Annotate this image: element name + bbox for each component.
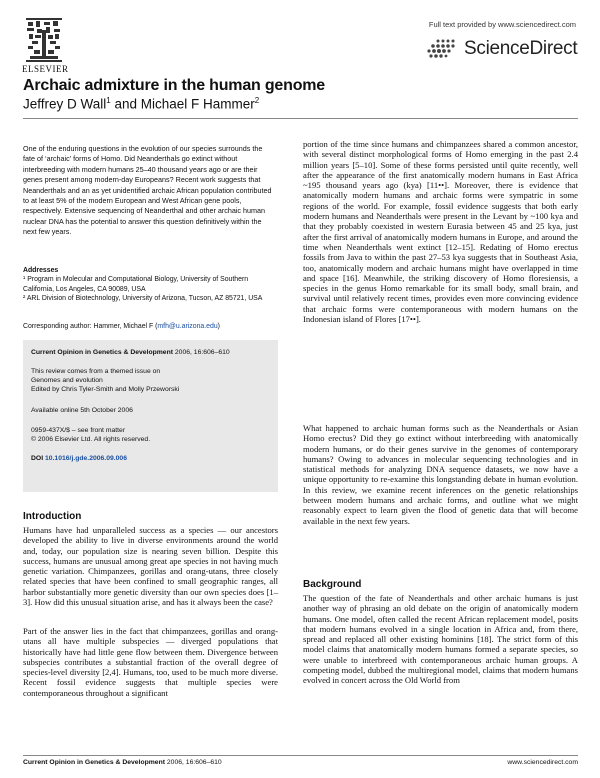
sciencedirect-brand-name: ScienceDirect: [464, 38, 578, 59]
full-text-notice[interactable]: Full text provided by www.sciencedirect.com: [428, 20, 576, 29]
author-1: Jeffrey D Wall: [23, 96, 107, 112]
body-paragraph-1: portion of the time since humans and chimpanzees shared a common ancestor, with several distinct morphological forms of Homo emerging in the past 2.4 million years [5–10]. Some of these forms persisted until quite recently, well after the appearance of the first anatomically modern humans in East Africa ~195 thousand years ago (kya) [11••]. Moreover, there is evidence that anatomically modern humans and archaic forms were sympatric in some regions of the world. For example, fossil evidence suggests that both early modern humans and Neanderthals were present in the Levant by ~100 kya and that they probably coexisted in western Eurasia between 45 and 25 kya, just after the first arrival of anatomically modern humans in Europe, and around the time when Neanderthals went extinct [12–15]. Redating of Homo erectus fossils from Java to within the past 27–53 kya suggests that in Southeast Asia, too, anatomically modern and archaic humans might have overlapped in time and space [16]. Meanwhile, the striking discovery of Homo floresiensis, a species in the genus Homo remarkable for its small body, small brain, and survival until relatively recent times, provides even more convincing evidence that archaic forms were contemporaneous with modern humans on the Indonesian island of Flores [17••].: [303, 139, 578, 325]
sciencedirect-dots-icon: [426, 38, 460, 60]
corresponding-author: [23, 323, 278, 330]
article-title: Archaic admixture in the human genome: [23, 77, 325, 94]
author-2-affiliation-marker: 2: [254, 96, 260, 105]
corresponding-label: Corresponding author: Hammer, Michael F (: [23, 323, 158, 330]
author-2: Michael F Hammer: [140, 96, 255, 112]
themed-issue-line-2: Genomes and evolution: [31, 377, 103, 384]
background-paragraph-1: The question of the fate of Neanderthals and other archaic humans is just another way of phrasing an old debate on the origin of anatomically modern humans. One model, often called the recent African replacement model, posits that modern humans evolved in a single location in Africa and, from there, spread and replaced all other existing hominins [18]. The strict form of this model claims that anatomically modern humans formed a separate species, so were unable to interbreed with contemporaneous archaic human groups. A competing model, dubbed the multiregional model, claims that modern humans evolved in concert across the Old World from: [303, 593, 578, 686]
address-2: ² ARL Division of Biotechnology, University of Arizona, Tucson, AZ 85721, USA: [23, 295, 263, 303]
abstract: One of the enduring questions in the evolution of our species surrounds the fate of ‘archaic’ forms of Homo. Did Neanderthals go extinct without interbreeding with modern humans 25–40 thousand years ago or are their genes present among modern-day Europeans? Recent work suggests that Neanderthals and an as yet unidentified archaic African population contributed to at least 5% of the modern European and West African gene pools, respectively. Extensive sequencing of Neanderthal and other archaic human nuclear DNA has the potential to answer this question definitively within the next few years.: [23, 144, 272, 237]
body-paragraph-2: What happened to archaic human forms such as the Neanderthals or Asian Homo erectus? Did they go extinct without interbreeding with anatomically modern humans, or do their genes survive in the genomes of contemporary humans? Owing to advances in molecular sequencing technologies and in statistical methods for analyzing DNA sequence datasets, we now have a unique opportunity to re-examine this longstanding debate in human evolution. In this review, we examine recent inferences on the genetic relationships between modern humans and archaic forms, and outline what we might reasonably expect to learn given the flood of genetic data that will become available in the next few years.: [303, 423, 578, 526]
copyright-line: © 2006 Elsevier Ltd. All rights reserved.: [31, 436, 151, 443]
footer-volume: 2006, 16:606–610: [165, 759, 222, 766]
journal-volume: 2006, 16:606–610: [173, 349, 230, 356]
footer-divider: [23, 755, 578, 756]
footer-citation: [23, 759, 222, 766]
doi-link[interactable]: 10.1016/j.gde.2006.09.006: [44, 455, 127, 462]
corresponding-close: ): [217, 323, 220, 330]
sciencedirect-logo[interactable]: [426, 34, 576, 66]
publisher-name: ELSEVIER: [22, 64, 69, 74]
doi-label: DOI: [31, 455, 44, 462]
author-line: [23, 96, 259, 112]
article-info-box: [23, 340, 278, 492]
header-divider: [23, 118, 578, 119]
journal-name: Current Opinion in Genetics & Development: [31, 349, 173, 356]
addresses: [23, 266, 273, 304]
footer-journal: Current Opinion in Genetics & Development: [23, 759, 165, 766]
intro-paragraph-1: Humans have had unparalleled success as a species — our ancestors developed the ability to live in diverse environments around the world and, today, our population size is nearing seven billion. Despite this success, humans are unusual among great ape species in not having much genetic variation. Chimpanzees, gorillas and orang-utans, three closely related species that have been confined to small geographic ranges, all harbor substantially more genetic diversity than our own species does [1–3]. How did this unusual situation arise, and has it always been the case?: [23, 525, 278, 608]
editors-line: Edited by Chris Tyler-Smith and Molly Przeworski: [31, 386, 180, 393]
elsevier-tree-icon: [24, 16, 64, 64]
address-1: ¹ Program in Molecular and Computational Biology, University of Southern California, Los Angeles, CA 90089, USA: [23, 276, 249, 293]
author-1-affiliation-marker: 1: [106, 96, 111, 105]
doi-line: [31, 454, 127, 463]
themed-issue-line-1: This review comes from a themed issue on: [31, 368, 161, 375]
section-heading-background: Background: [303, 579, 362, 590]
issn-line: 0959-437X/$ – see front matter: [31, 427, 126, 434]
addresses-heading: Addresses: [23, 267, 59, 274]
intro-paragraph-2: Part of the answer lies in the fact that chimpanzees, gorillas and orang-utans all have multiple subspecies — diverged populations that historically have had little gene flow between them. Divergence between subspecies contributes a substantial fraction of the overall degree of species-level diversity [2,4]. Humans, too, used to be much more diverse. Recent fossil evidence suggests that multiple species were contemporaneous throughout a significant: [23, 626, 278, 698]
email-link[interactable]: mfh@u.arizona.edu: [157, 323, 218, 330]
available-online: Available online 5th October 2006: [31, 407, 133, 414]
section-heading-introduction: Introduction: [23, 511, 82, 522]
footer-site-link[interactable]: www.sciencedirect.com: [507, 759, 578, 766]
journal-citation: [31, 348, 230, 357]
author-conjunction: and: [110, 96, 141, 112]
